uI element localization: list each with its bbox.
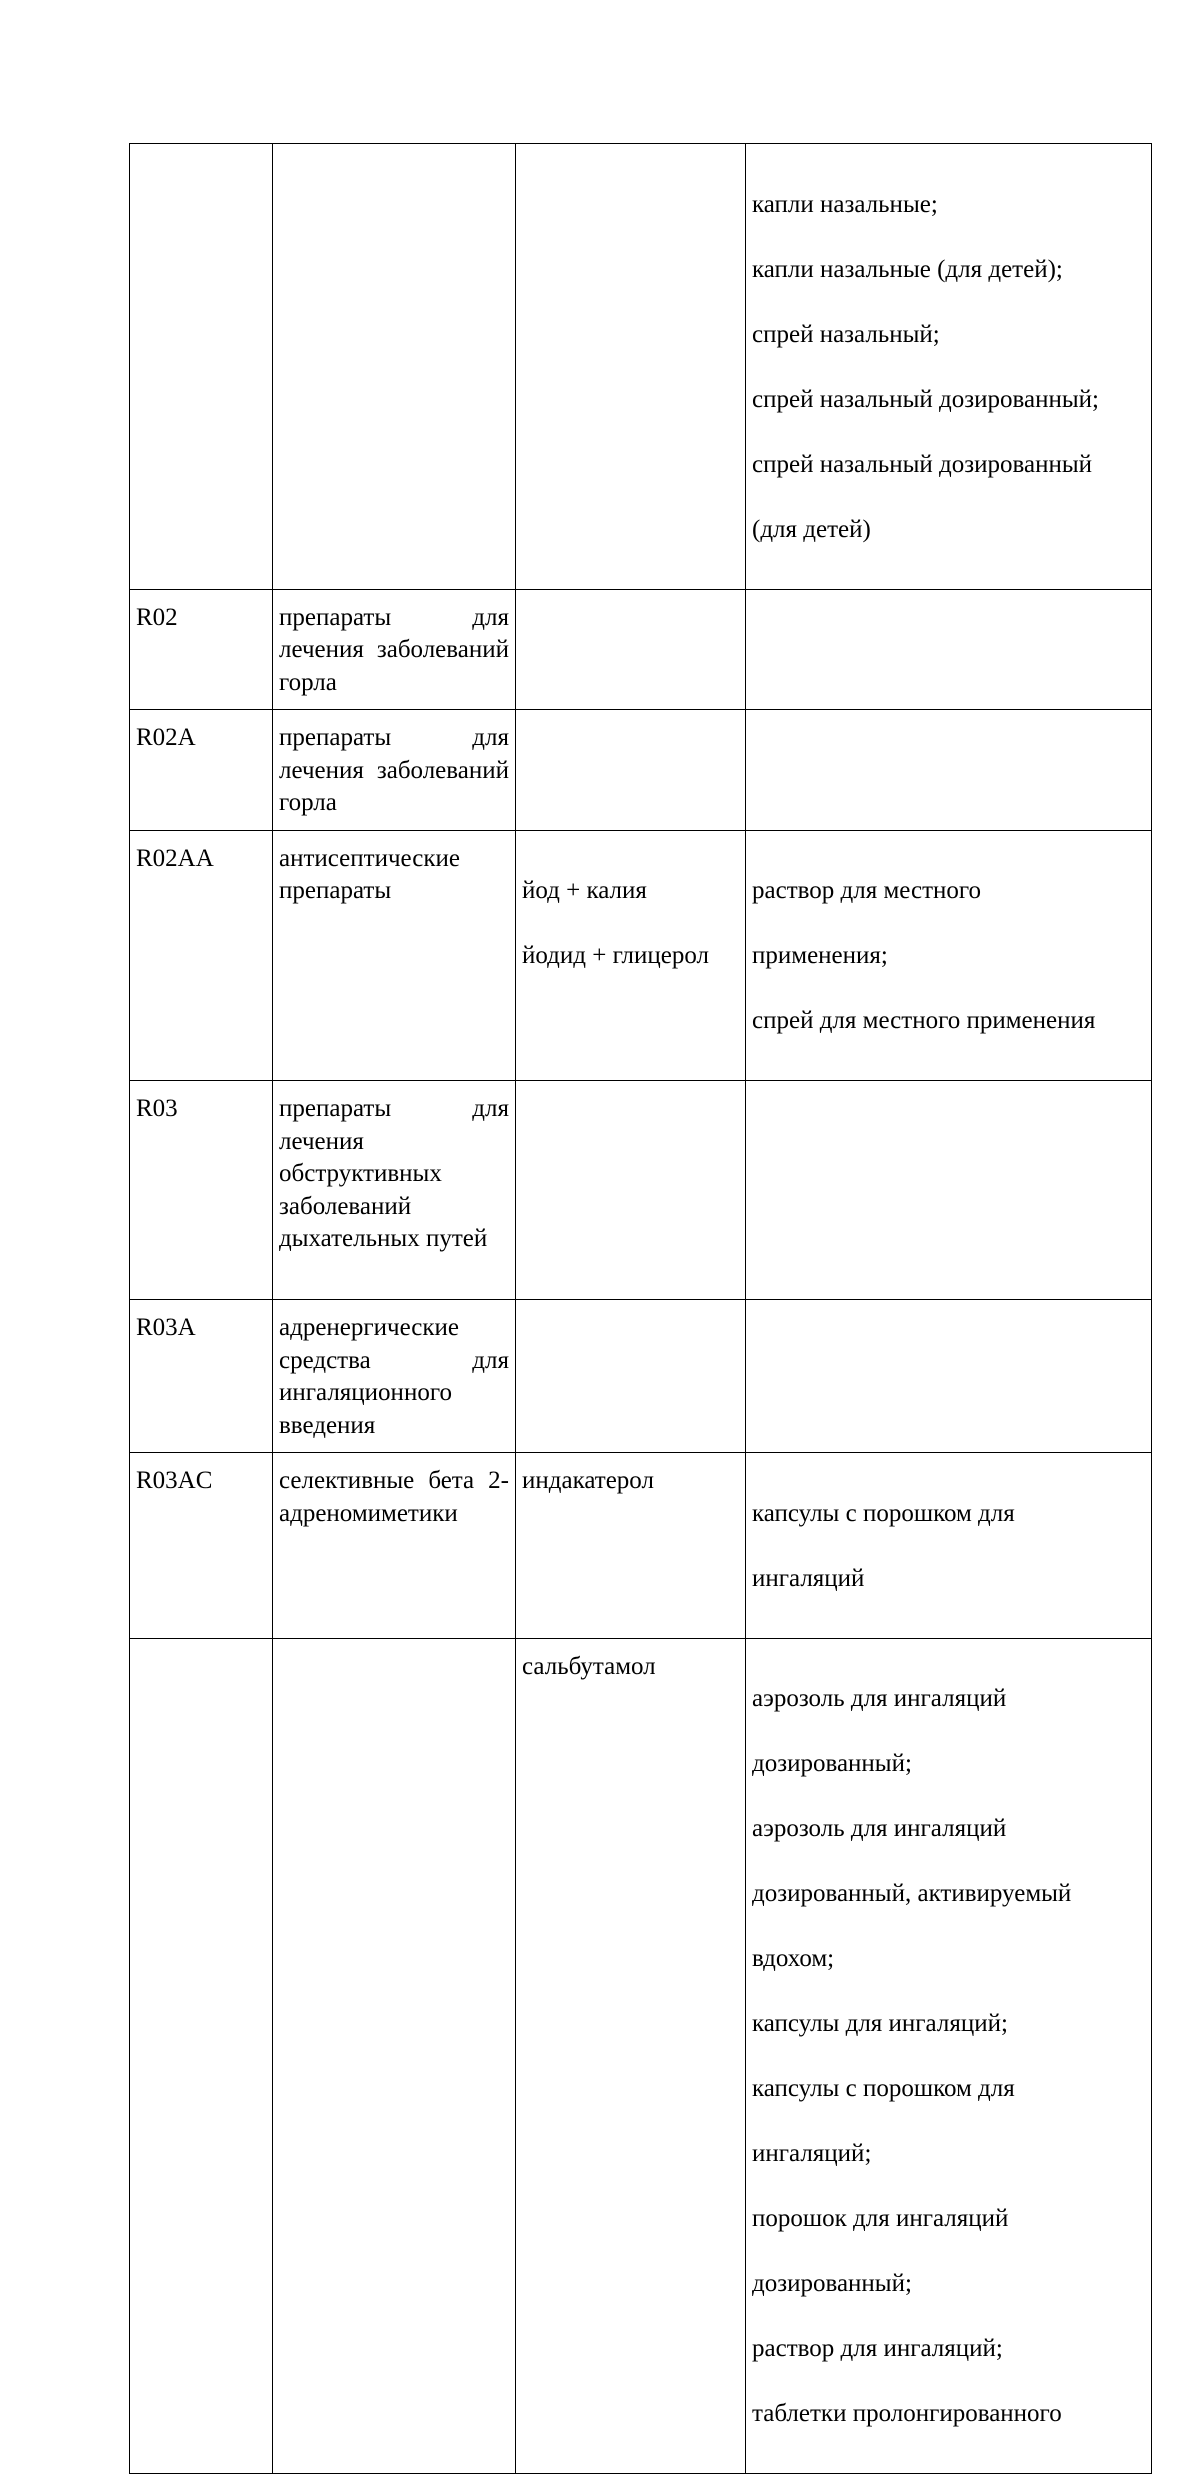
dosage-form-line: спрей для местного применения <box>752 1007 1096 1034</box>
atc-code-cell: R03A <box>130 1300 273 1453</box>
drug-name-cell <box>516 589 746 710</box>
group-name-cell: адренергические средства для ингаляционного введения <box>273 1300 516 1453</box>
dosage-forms-cell <box>746 1453 1152 1639</box>
dosage-forms-cell <box>746 1638 1152 2474</box>
group-name-cell: препараты для лечения заболеваний горла <box>273 589 516 710</box>
dosage-form-line: капсулы с порошком для <box>752 1499 1015 1527</box>
dosage-forms-cell <box>746 589 1152 710</box>
dosage-form-line: капли назальные; <box>752 190 938 218</box>
dosage-forms-cell <box>746 1300 1152 1453</box>
group-name-cell: препараты для лечения обструктивных заболеваний дыхательных путей <box>273 1081 516 1300</box>
dosage-form-line: ингаляций; <box>752 2140 872 2167</box>
dosage-forms-cell <box>746 710 1152 831</box>
dosage-form-line: ингаляций <box>752 1564 865 1592</box>
group-name-cell <box>273 1638 516 2474</box>
dosage-form-line: дозированный; <box>752 2270 912 2297</box>
table-row <box>130 589 1152 710</box>
atc-code-cell: R03 <box>130 1081 273 1300</box>
drug-name-cell <box>516 710 746 831</box>
dosage-form-line: порошок для ингаляций <box>752 2205 1009 2232</box>
drug-name-cell <box>516 144 746 590</box>
table-row <box>130 1300 1152 1453</box>
table-row <box>130 710 1152 831</box>
dosage-form-line: аэрозоль для ингаляций <box>752 1685 1007 1712</box>
dosage-form-line: спрей назальный дозированный <box>752 450 1093 478</box>
dosage-forms-cell <box>746 830 1152 1081</box>
dosage-form-line: спрей назальный; <box>752 320 940 348</box>
dosage-form-line: применения; <box>752 942 888 969</box>
dosage-form-line: вдохом; <box>752 1945 835 1972</box>
drug-name-cell: сальбутамол <box>516 1638 746 2474</box>
drug-name-cell <box>516 1081 746 1300</box>
table-row <box>130 1081 1152 1300</box>
dosage-form-line: дозированный, активируемый <box>752 1880 1072 1907</box>
dosage-form-line: (для детей) <box>752 515 871 543</box>
dosage-form-line: аэрозоль для ингаляций <box>752 1815 1007 1842</box>
dosage-form-line: раствор для ингаляций; <box>752 2335 1003 2362</box>
atc-code-cell: R03AC <box>130 1453 273 1639</box>
atc-code-cell <box>130 144 273 590</box>
dosage-forms-cell <box>746 1081 1152 1300</box>
drug-name-line: йод + калия <box>522 877 647 904</box>
dosage-forms-cell <box>746 144 1152 590</box>
table-row <box>130 1638 1152 2474</box>
table-body <box>130 144 1152 2474</box>
dosage-form-line: раствор для местного <box>752 877 982 904</box>
dosage-form-line: капсулы с порошком для <box>752 2075 1015 2102</box>
atc-code-cell: R02 <box>130 589 273 710</box>
dosage-form-line: таблетки пролонгированного <box>752 2400 1062 2427</box>
group-name-cell: препараты для лечения заболеваний горла <box>273 710 516 831</box>
group-name-cell: селективные бета 2-адреномиметики <box>273 1453 516 1639</box>
drug-name-cell <box>516 830 746 1081</box>
dosage-form-line: капли назальные (для детей); <box>752 255 1063 283</box>
group-name-cell: антисептические препараты <box>273 830 516 1081</box>
atc-code-cell <box>130 1638 273 2474</box>
drug-name-line: йодид + глицерол <box>522 942 710 969</box>
group-name-cell <box>273 144 516 590</box>
drug-name-cell: индакатерол <box>516 1453 746 1639</box>
atc-code-cell: R02A <box>130 710 273 831</box>
dosage-form-line: спрей назальный дозированный; <box>752 385 1099 413</box>
table-row <box>130 144 1152 590</box>
dosage-form-line: капсулы для ингаляций; <box>752 2010 1008 2037</box>
drug-classification-table <box>129 143 1152 2474</box>
table-row <box>130 830 1152 1081</box>
atc-code-cell: R02AA <box>130 830 273 1081</box>
table-row <box>130 1453 1152 1639</box>
drug-name-cell <box>516 1300 746 1453</box>
dosage-form-line: дозированный; <box>752 1750 912 1777</box>
